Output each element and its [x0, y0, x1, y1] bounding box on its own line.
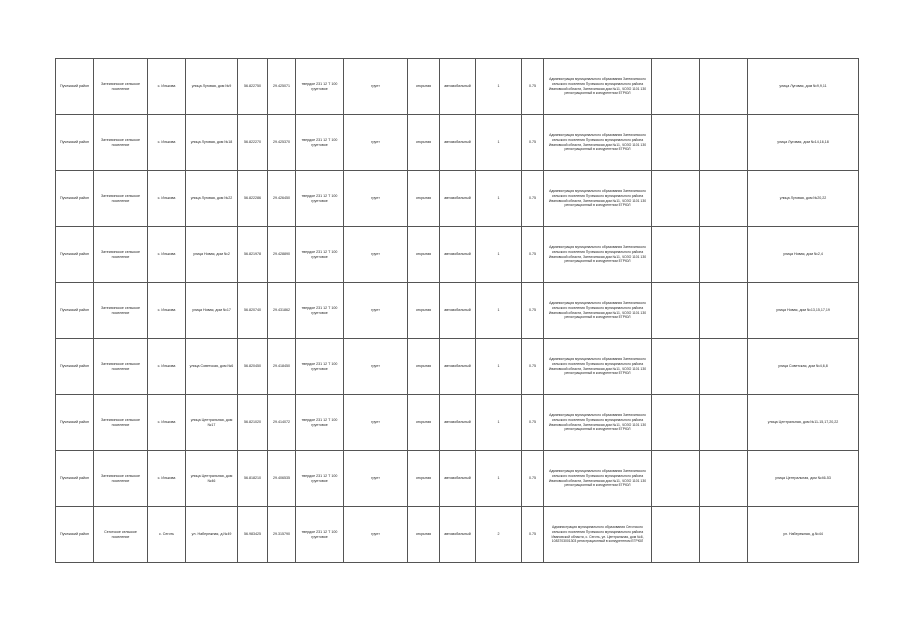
longitude-cell: 29.315790 — [268, 507, 296, 563]
container-count-cell: 1 — [476, 171, 522, 227]
latitude-cell: 56.822286 — [238, 171, 268, 227]
latitude-cell: 56.983425 — [238, 507, 268, 563]
longitude-cell: 29.414072 — [268, 395, 296, 451]
latitude-cell: 56.822270 — [238, 115, 268, 171]
access-cell: автомобильный — [440, 171, 476, 227]
container-count-cell: 1 — [476, 227, 522, 283]
coverage-cell: твердое 231 12 Т 100 грунтовое — [296, 115, 344, 171]
district-cell: Пучежский район — [56, 227, 94, 283]
material-cell: грунт — [344, 227, 408, 283]
site-type-cell: открытая — [408, 339, 440, 395]
empty-cell — [700, 507, 748, 563]
street-cell: улица Луговая, дом №18 — [186, 115, 238, 171]
coverage-cell: твердое 231 12 Т 100 грунтовое — [296, 507, 344, 563]
district-cell: Пучежский район — [56, 115, 94, 171]
locality-cell: с. Сеготь — [148, 507, 186, 563]
table-row — [56, 227, 859, 283]
settlement-cell: Сеготское сельское поселение — [94, 507, 148, 563]
table-row — [56, 171, 859, 227]
owner-info-cell: Администрация муниципального образования Затеихинского сельского поселения Пучежского муниципального района Ивановской области, Затеихинская дом №11, ЧОЗО 1101 130 регистрационный в конкурентном ЕГРЮЛ — [544, 283, 652, 339]
settlement-cell: Затеихинское сельское поселение — [94, 171, 148, 227]
street-cell: улица Советская, дом №6 — [186, 339, 238, 395]
material-cell: грунт — [344, 395, 408, 451]
site-type-cell: открытая — [408, 115, 440, 171]
table-row — [56, 507, 859, 563]
site-type-cell: открытая — [408, 507, 440, 563]
empty-cell — [652, 395, 700, 451]
volume-cell: 0.75 — [522, 451, 544, 507]
site-type-cell: открытая — [408, 59, 440, 115]
coverage-cell: твердое 231 12 Т 100 грунтовое — [296, 451, 344, 507]
empty-cell — [700, 171, 748, 227]
settlement-cell: Затеихинское сельское поселение — [94, 451, 148, 507]
container-count-cell: 1 — [476, 451, 522, 507]
site-type-cell: открытая — [408, 171, 440, 227]
street-cell: улица Новая, дом №2 — [186, 227, 238, 283]
table-row — [56, 283, 859, 339]
volume-cell: 0.75 — [522, 507, 544, 563]
settlement-cell: Затеихинское сельское поселение — [94, 115, 148, 171]
volume-cell: 0.75 — [522, 171, 544, 227]
settlement-cell: Затеихинское сельское поселение — [94, 59, 148, 115]
owner-info-cell: Администрация муниципального образования Затеихинского сельского поселения Пучежского муниципального района Ивановской области, Затеихинская дом №11, ЧОЗО 1101 130 регистрационный в конкурентном ЕГРЮЛ — [544, 59, 652, 115]
district-cell: Пучежский район — [56, 339, 94, 395]
empty-cell — [700, 115, 748, 171]
empty-cell — [700, 451, 748, 507]
table-row — [56, 59, 859, 115]
site-type-cell: открытая — [408, 227, 440, 283]
latitude-cell: 56.821978 — [238, 227, 268, 283]
coverage-cell: твердое 231 12 Т 100 грунтовое — [296, 395, 344, 451]
locality-cell: с. Илькова — [148, 451, 186, 507]
material-cell: грунт — [344, 115, 408, 171]
longitude-cell: 29.406535 — [268, 451, 296, 507]
table-row — [56, 451, 859, 507]
access-cell: автомобильный — [440, 451, 476, 507]
empty-cell — [700, 59, 748, 115]
locality-cell: с. Илькова — [148, 227, 186, 283]
settlement-cell: Затеихинское сельское поселение — [94, 283, 148, 339]
container-count-cell: 1 — [476, 59, 522, 115]
district-cell: Пучежский район — [56, 395, 94, 451]
coverage-cell: твердое 231 12 Т 100 грунтовое — [296, 59, 344, 115]
empty-cell — [652, 115, 700, 171]
served-address-cell: ул. Набережная, д.№44 — [748, 507, 859, 563]
site-type-cell: открытая — [408, 283, 440, 339]
latitude-cell: 56.822750 — [238, 59, 268, 115]
owner-info-cell: Администрация муниципального образования Затеихинского сельского поселения Пучежского муниципального района Ивановской области, Затеихинская дом №11, ЧОЗО 1101 130 регистрационный в конкурентном ЕГРЮЛ — [544, 395, 652, 451]
settlement-cell: Затеихинское сельское поселение — [94, 395, 148, 451]
material-cell: грунт — [344, 339, 408, 395]
container-count-cell: 2 — [476, 507, 522, 563]
empty-cell — [700, 339, 748, 395]
registry-rows — [56, 59, 859, 563]
container-count-cell: 1 — [476, 283, 522, 339]
empty-cell — [700, 227, 748, 283]
owner-info-cell: Администрация муниципального образования Затеихинского сельского поселения Пучежского муниципального района Ивановской области, Затеихинская дом №11, ЧОЗО 1101 130 регистрационный в конкурентном ЕГРЮЛ — [544, 171, 652, 227]
locality-cell: с. Илькова — [148, 171, 186, 227]
volume-cell: 0.75 — [522, 395, 544, 451]
access-cell: автомобильный — [440, 59, 476, 115]
owner-info-cell: Администрация муниципального образования Затеихинского сельского поселения Пучежского муниципального района Ивановской области, Затеихинская дом №11, ЧОЗО 1101 130 регистрационный в конкурентном ЕГРЮЛ — [544, 115, 652, 171]
street-cell: ул. Набережная, д.№49 — [186, 507, 238, 563]
coverage-cell: твердое 231 12 Т 100 грунтовое — [296, 283, 344, 339]
district-cell: Пучежский район — [56, 59, 94, 115]
access-cell: автомобильный — [440, 115, 476, 171]
volume-cell: 0.75 — [522, 115, 544, 171]
volume-cell: 0.75 — [522, 227, 544, 283]
locality-cell: с. Илькова — [148, 283, 186, 339]
street-cell: улица Луговая, дом №9 — [186, 59, 238, 115]
table-row — [56, 395, 859, 451]
owner-info-cell: Администрация муниципального образования Затеихинского сельского поселения Пучежского муниципального района Ивановской области, Затеихинская дом №11, ЧОЗО 1101 130 регистрационный в конкурентном ЕГРЮЛ — [544, 451, 652, 507]
table-row — [56, 115, 859, 171]
empty-cell — [652, 507, 700, 563]
table-row — [56, 339, 859, 395]
longitude-cell: 29.426450 — [268, 171, 296, 227]
district-cell: Пучежский район — [56, 171, 94, 227]
site-type-cell: открытая — [408, 395, 440, 451]
served-address-cell: улица Новая, дом №13,15,17,19 — [748, 283, 859, 339]
owner-info-cell: Администрация муниципального образования Затеихинского сельского поселения Пучежского муниципального района Ивановской области, Затеихинская дом №11, ЧОЗО 1101 130 регистрационный в конкурентном ЕГРЮЛ — [544, 227, 652, 283]
empty-cell — [652, 227, 700, 283]
empty-cell — [652, 171, 700, 227]
latitude-cell: 56.820740 — [238, 283, 268, 339]
empty-cell — [652, 283, 700, 339]
access-cell: автомобильный — [440, 227, 476, 283]
district-cell: Пучежский район — [56, 451, 94, 507]
coverage-cell: твердое 231 12 Т 100 грунтовое — [296, 227, 344, 283]
empty-cell — [700, 283, 748, 339]
volume-cell: 0.75 — [522, 59, 544, 115]
served-address-cell: улица Советская, дом №4,6,8 — [748, 339, 859, 395]
volume-cell: 0.75 — [522, 339, 544, 395]
longitude-cell: 29.431862 — [268, 283, 296, 339]
material-cell: грунт — [344, 451, 408, 507]
served-address-cell: улица Центральная, дом №11-15,17,20,22 — [748, 395, 859, 451]
container-count-cell: 1 — [476, 339, 522, 395]
owner-info-cell: Администрация муниципального образования Затеихинского сельского поселения Пучежского муниципального района Ивановской области, Затеихинская дом №11, ЧОЗО 1101 130 регистрационный в конкурентном ЕГРЮЛ — [544, 339, 652, 395]
coverage-cell: твердое 231 12 Т 100 грунтовое — [296, 339, 344, 395]
access-cell: автомобильный — [440, 339, 476, 395]
coverage-cell: твердое 231 12 Т 100 грунтовое — [296, 171, 344, 227]
empty-cell — [700, 395, 748, 451]
street-cell: улица Луговая, дом №22 — [186, 171, 238, 227]
access-cell: автомобильный — [440, 395, 476, 451]
material-cell: грунт — [344, 283, 408, 339]
served-address-cell: улица Луговая, дом №9,9,11 — [748, 59, 859, 115]
district-cell: Пучежский район — [56, 283, 94, 339]
site-type-cell: открытая — [408, 451, 440, 507]
locality-cell: с. Илькова — [148, 115, 186, 171]
longitude-cell: 29.425071 — [268, 59, 296, 115]
access-cell: автомобильный — [440, 283, 476, 339]
longitude-cell: 29.428890 — [268, 227, 296, 283]
latitude-cell: 56.821020 — [238, 395, 268, 451]
locality-cell: с. Илькова — [148, 339, 186, 395]
longitude-cell: 29.425370 — [268, 115, 296, 171]
access-cell: автомобильный — [440, 507, 476, 563]
street-cell: улица Центральная, дом №17 — [186, 395, 238, 451]
served-address-cell: улица Луговая, дом №20,22 — [748, 171, 859, 227]
empty-cell — [652, 59, 700, 115]
street-cell: улица Центральная, дом №46 — [186, 451, 238, 507]
owner-info-cell: Администрация муниципального образования Сеготского сельского поселения Пучежского муниципального района Ивановской области, с. Сеготь, ул. Центральная, дом №6, 1083703001303 регистрационный в конкурентном ЕГРЮЛ — [544, 507, 652, 563]
material-cell: грунт — [344, 171, 408, 227]
served-address-cell: улица Новая, дом №2,4 — [748, 227, 859, 283]
latitude-cell: 56.818210 — [238, 451, 268, 507]
served-address-cell: улица Луговая, дом №14,16,18 — [748, 115, 859, 171]
container-count-cell: 1 — [476, 115, 522, 171]
settlement-cell: Затеихинское сельское поселение — [94, 227, 148, 283]
container-count-cell: 1 — [476, 395, 522, 451]
settlement-cell: Затеихинское сельское поселение — [94, 339, 148, 395]
locality-cell: с. Илькова — [148, 59, 186, 115]
street-cell: улица Новая, дом №17 — [186, 283, 238, 339]
material-cell: грунт — [344, 59, 408, 115]
material-cell: грунт — [344, 507, 408, 563]
latitude-cell: 56.820450 — [238, 339, 268, 395]
locality-cell: с. Илькова — [148, 395, 186, 451]
served-address-cell: улица Центральная, дом №46-53 — [748, 451, 859, 507]
empty-cell — [652, 451, 700, 507]
waste-site-registry-table — [55, 58, 859, 563]
volume-cell: 0.75 — [522, 283, 544, 339]
empty-cell — [652, 339, 700, 395]
longitude-cell: 29.418450 — [268, 339, 296, 395]
district-cell: Пучежский район — [56, 507, 94, 563]
